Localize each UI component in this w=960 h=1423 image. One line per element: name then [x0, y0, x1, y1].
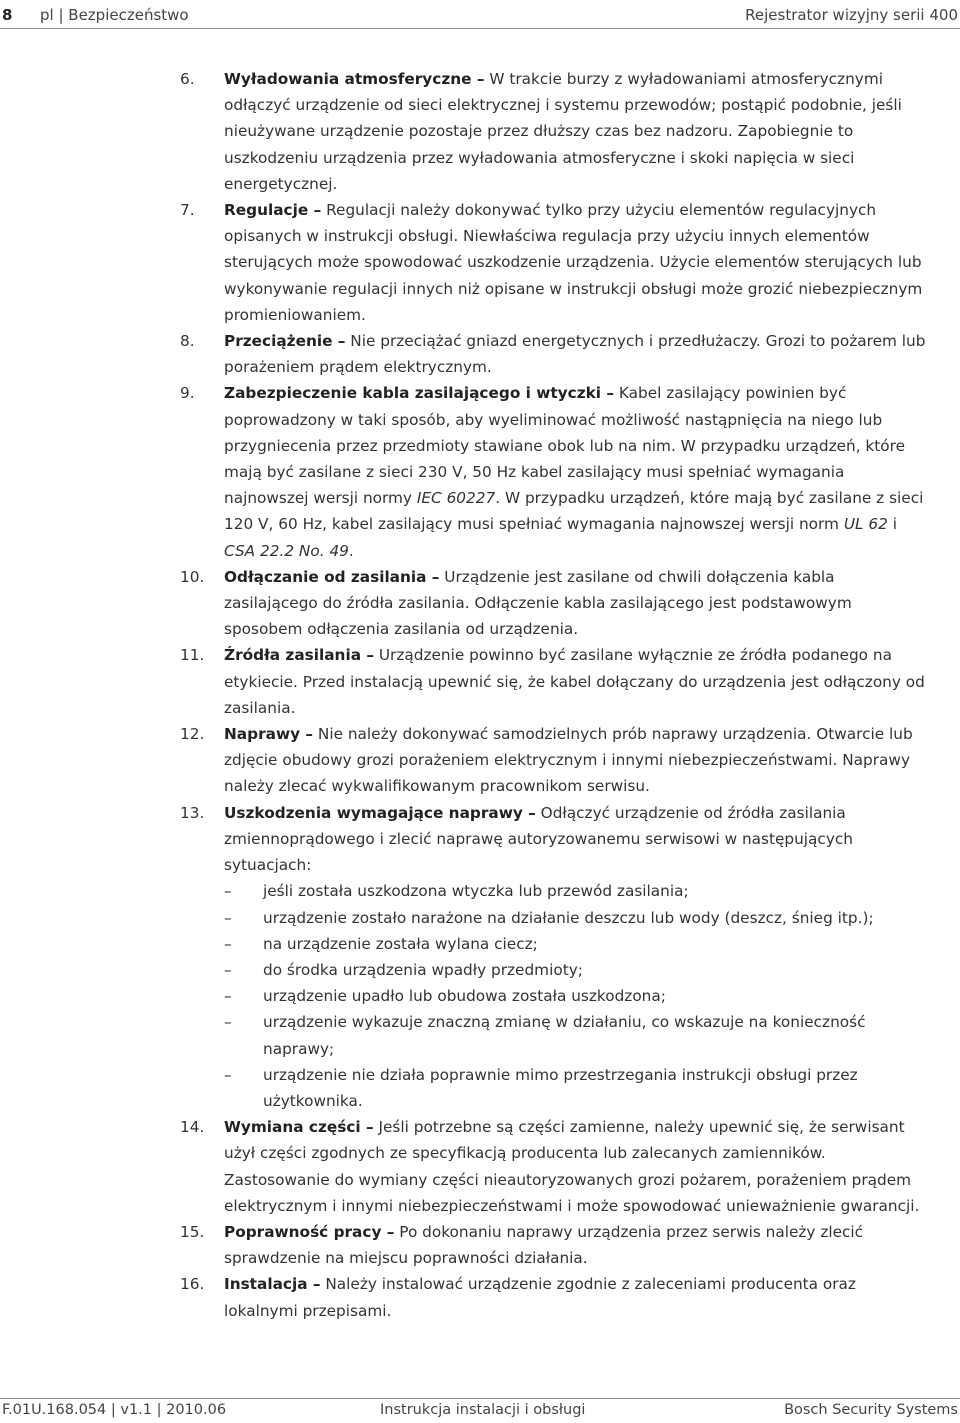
item-title: Źródła zasilania – [224, 646, 374, 665]
item-title: Wymiana części – [224, 1118, 374, 1137]
header-divider [0, 28, 960, 29]
condition-item [224, 957, 930, 983]
condition-text: urządzenie nie działa poprawnie mimo przestrzegania instrukcji obsługi przez użytkownika. [263, 1065, 858, 1110]
item-number: 16. [180, 1275, 205, 1294]
safety-list [180, 66, 930, 1324]
item-title: Przeciążenie – [224, 332, 346, 351]
dash-marker: – [224, 987, 232, 1006]
item-title: Wyładowania atmosferyczne – [224, 70, 485, 88]
dash-marker: – [224, 882, 232, 901]
condition-text: do środka urządzenia wpadły przedmioty; [263, 960, 583, 979]
item-title: Poprawność pracy – [224, 1222, 395, 1241]
item-title: Instalacja – [224, 1275, 321, 1294]
list-item [180, 642, 930, 721]
condition-item [224, 1009, 930, 1061]
item-text: i [887, 515, 897, 534]
item-text: Urządzenie powinno być zasilane wyłącznie ze źródła podanego na etykiecie. Przed instalacją upewnić się, że kabel dołączany do urządzenia jest odłączony od zasilania. [224, 646, 925, 717]
condition-item [224, 983, 930, 1009]
item-text: Nie należy dokonywać samodzielnych prób naprawy urządzenia. Otwarcie lub zdjęcie obudowy grozi porażeniem elektrycznym i innymi niebezpieczeństwami. Naprawy należy zlecać wykwalifikowanym pracownikom serwisu. [224, 725, 913, 796]
item-number: 13. [180, 803, 205, 822]
condition-item [224, 931, 930, 957]
footer-divider [0, 1398, 960, 1399]
list-item [180, 721, 930, 800]
item-number: 9. [180, 384, 195, 403]
dash-marker: – [224, 934, 232, 953]
list-item [180, 328, 930, 380]
condition-text: jeśli została uszkodzona wtyczka lub przewód zasilania; [263, 882, 689, 901]
item-text: Nie przeciążać gniazd energetycznych i przedłużaczy. Grozi to pożarem lub porażeniem prądem elektrycznym. [224, 332, 926, 377]
list-item [180, 564, 930, 643]
page-header [0, 0, 960, 30]
item-number: 10. [180, 567, 205, 586]
item-number: 12. [180, 725, 205, 744]
item-number: 8. [180, 332, 195, 351]
item-text: . [348, 541, 354, 560]
item-text: Regulacji należy dokonywać tylko przy użyciu elementów regulacyjnych opisanych w instrukcji obsługi. Niewłaściwa regulacja przy użyciu innych elementów sterujących może spowodować uszkodzenie urządzenia. Użycie elementów sterujących lub wykonywanie regulacji innych niż opisane w instrukcji obsługi może grozić niebezpiecznym promieniowaniem. [224, 201, 923, 324]
item-text: Jeśli potrzebne są części zamienne, należy upewnić się, że serwisant użył części zgodnych ze specyfikacją producenta lub zalecanych zamienników. Zastosowanie do wymiany części nieautoryzowanych grozi pożarem, porażeniem prądem elektrycznym i innymi niebezpieczeństwami i może spowodować unieważnienie gwarancji. [224, 1118, 920, 1215]
item-number: 6. [180, 70, 195, 88]
condition-text: urządzenie upadło lub obudowa została uszkodzona; [263, 987, 666, 1006]
condition-item [224, 905, 930, 931]
item-text: Należy instalować urządzenie zgodnie z zaleceniami producenta oraz lokalnymi przepisami. [224, 1275, 856, 1320]
standard-name: CSA 22.2 No. 49 [224, 541, 349, 560]
item-title: Odłączanie od zasilania – [224, 567, 440, 586]
dash-marker: – [224, 1013, 232, 1032]
item-number: 15. [180, 1222, 205, 1241]
page-number: 8 [2, 6, 13, 24]
item-title: Uszkodzenia wymagające naprawy – [224, 803, 536, 822]
list-item [180, 1271, 930, 1323]
document-title: Rejestrator wizyjny serii 400 [745, 6, 958, 24]
manual-title: Instrukcja instalacji i obsługi [380, 1402, 586, 1418]
item-title: Zabezpieczenie kabla zasilającego i wtyczki – [224, 384, 615, 403]
condition-text: urządzenie zostało narażone na działanie deszczu lub wody (deszcz, śnieg itp.); [263, 908, 874, 927]
item-text: Urządzenie jest zasilane od chwili dołączenia kabla zasilającego do źródła zasilania. Odłączenie kabla zasilającego jest podstawowym sposobem odłączenia zasilania od urządzenia. [224, 567, 852, 639]
item-text: . W przypadku urządzeń, które mają być zasilane z sieci 120 V, 60 Hz, kabel zasilający musi spełniać wymagania najnowszej wersji norm [224, 489, 924, 534]
condition-list [224, 878, 930, 1114]
item-title: Regulacje – [224, 201, 322, 220]
item-title: Naprawy – [224, 725, 314, 744]
list-item [180, 197, 930, 328]
condition-text: na urządzenie została wylana ciecz; [263, 934, 538, 953]
standard-name: IEC 60227 [416, 489, 496, 508]
condition-item [224, 878, 930, 904]
item-text: Po dokonaniu naprawy urządzenia przez serwis należy zlecić sprawdzenie na miejscu poprawności działania. [224, 1222, 864, 1268]
document-code: F.01U.168.054 | v1.1 | 2010.06 [2, 1402, 227, 1418]
section-label: pl | Bezpieczeństwo [40, 6, 189, 24]
list-item [180, 66, 930, 197]
item-number: 14. [180, 1118, 205, 1137]
item-number: 11. [180, 646, 205, 665]
list-item [180, 1114, 930, 1219]
dash-marker: – [224, 960, 232, 979]
item-number: 7. [180, 201, 195, 220]
company-name: Bosch Security Systems [784, 1402, 958, 1418]
list-item [180, 1219, 930, 1271]
item-text: Kabel zasilający powinien być poprowadzony w taki sposób, aby wyeliminować możliwość nastąpnięcia na niego lub przygniecenia przez przedmioty stawiane obok lub na nim. W przypadku urządzeń, które mają być zasilane z sieci 230 V, 50 Hz kabel zasilający musi spełniać wymagania najnowszej wersji normy [224, 384, 906, 508]
page-footer [0, 1398, 960, 1423]
item-text: Odłączyć urządzenie od źródła zasilania zmiennoprądowego i zlecić naprawę autoryzowanemu serwisowi w następujących sytuacjach: [224, 803, 854, 875]
condition-item [224, 1062, 930, 1114]
item-text: W trakcie burzy z wyładowaniami atmosferycznymi odłączyć urządzenie od sieci elektrycznej i systemu przewodów; postąpić podobnie, jeśli nieużywane urządzenie pozostaje przez dłuższy czas bez nadzoru. Zapobiegnie to uszkodzeniu urządzenia przez wyładowania atmosferyczne i skoki napięcia w sieci energetycznej. [224, 70, 902, 193]
dash-marker: – [224, 908, 232, 927]
dash-marker: – [224, 1065, 232, 1084]
standard-name: UL 62 [843, 515, 888, 534]
list-item [180, 800, 930, 1114]
condition-text: urządzenie wykazuje znaczną zmianę w działaniu, co wskazuje na konieczność naprawy; [263, 1013, 866, 1058]
list-item [180, 380, 930, 563]
